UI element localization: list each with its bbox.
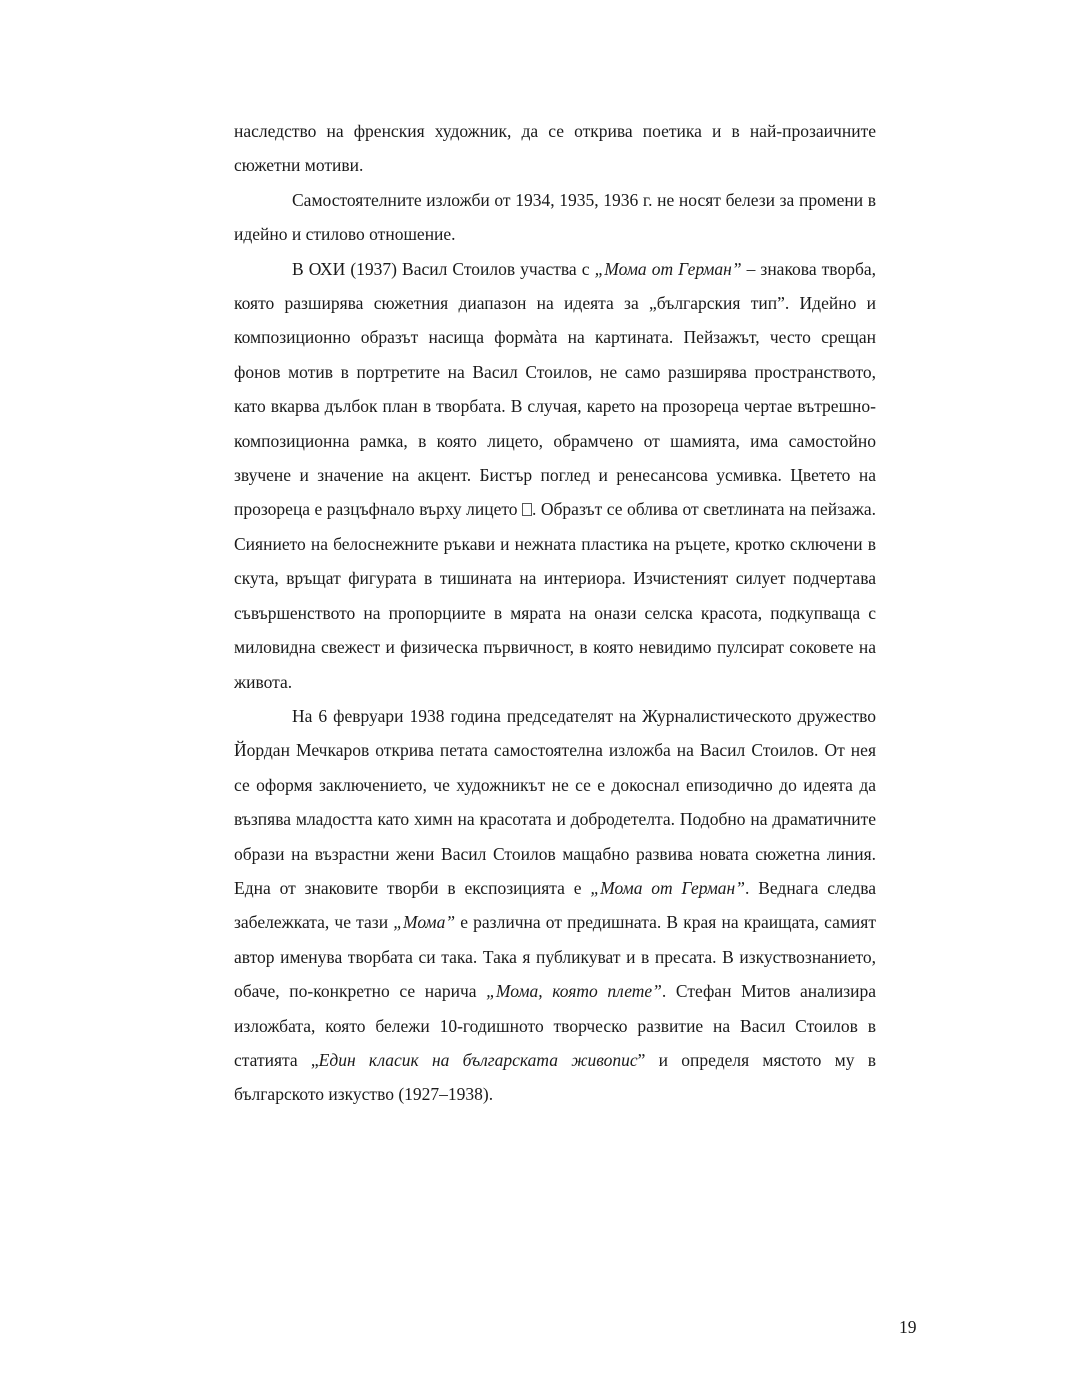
text-run: В ОХИ (1937) Васил Стоилов участва с [292, 258, 595, 279]
paragraph-continuation: наследство на френския художник, да се открива поетика и в най-прозаичните сюжетни мотиви. [234, 121, 876, 176]
paragraph-ohi-1937 [234, 252, 876, 699]
text-run: На 6 февруари 1938 година председателят на Журналистическото дружество Йордан Мечкаров открива петата самостоятелна изложба на Васил Стоилов. От нея се оформя заключението, че художникът не се е докоснал епизодично до идеята да възпява младостта като химн на красотата и добродетелта. Подобно на драматичните образи на възрастни жени Васил Стоилов мащабно развива новата сюжетна линия. Една от знаковите творби в експозицията е [234, 705, 876, 898]
page-body [234, 114, 876, 1112]
text-run: – знакова творба, която разширява сюжетния диапазон на идеята за „българския тип”. Идейно и композиционно образът насища формàта на картината. Пейзажът, често срещан фонов мотив в портретите на Васил Стоилов, не само разширява пространството, като вкарва дълбок план в творбата. В случая, карето на прозореца чертае вътрешно-композиционна рамка, в която лицето, обрамчено от шамията, има самостойно звучене и значение на акцент. Бистър поглед и ренесансова усмивка. Цветето на прозореца е разцъфнало върху лицето [234, 258, 876, 520]
article-title: Един класик на българската живопис [318, 1049, 638, 1070]
text-run: . Стефан Митов анализира изложбата, която бележи 10-годишното творческо развитие на Васил Стоилов в статията „ [234, 981, 876, 1070]
text-run: ” и определя мястото му в българското изкуство (1927–1938). [234, 1049, 876, 1105]
text-run: . Образът се облива от светлината на пейзажа. Сиянието на белоснежните ръкави и нежната пластика на ръцете, кротко сключени в скута, връщат фигурата в тишината на интериора. Изчистеният силует подчертава съвършенството на пропорциите в мярата на онази селска красота, подкупваща с миловидна свежест и физическа първичност, в която невидимо пулсират соковете на живота. [234, 499, 876, 692]
paragraph-exhibitions: Самостоятелните изложби от 1934, 1935, 1936 г. не носят белези за промени в идейно и стилово отношение. [234, 189, 876, 245]
page-number: 19 [899, 1317, 917, 1337]
missing-glyph-icon [522, 503, 532, 516]
artwork-title: „Мома” [393, 912, 456, 933]
text-run: е различна от предишната. В края на краищата, самият автор именува творбата си така. Така я публикуват и в пресата. В изкуствознанието, обаче, по-конкретно се нарича [234, 912, 876, 1002]
text-run: . Веднага следва забележката, че тази [234, 877, 876, 933]
paragraph-exhibition-1938 [234, 699, 876, 1112]
artwork-title: „Мома, която плете” [486, 981, 662, 1002]
artwork-title: „Мома от Герман” [594, 258, 742, 279]
artwork-title: „Мома от Герман” [590, 877, 745, 898]
